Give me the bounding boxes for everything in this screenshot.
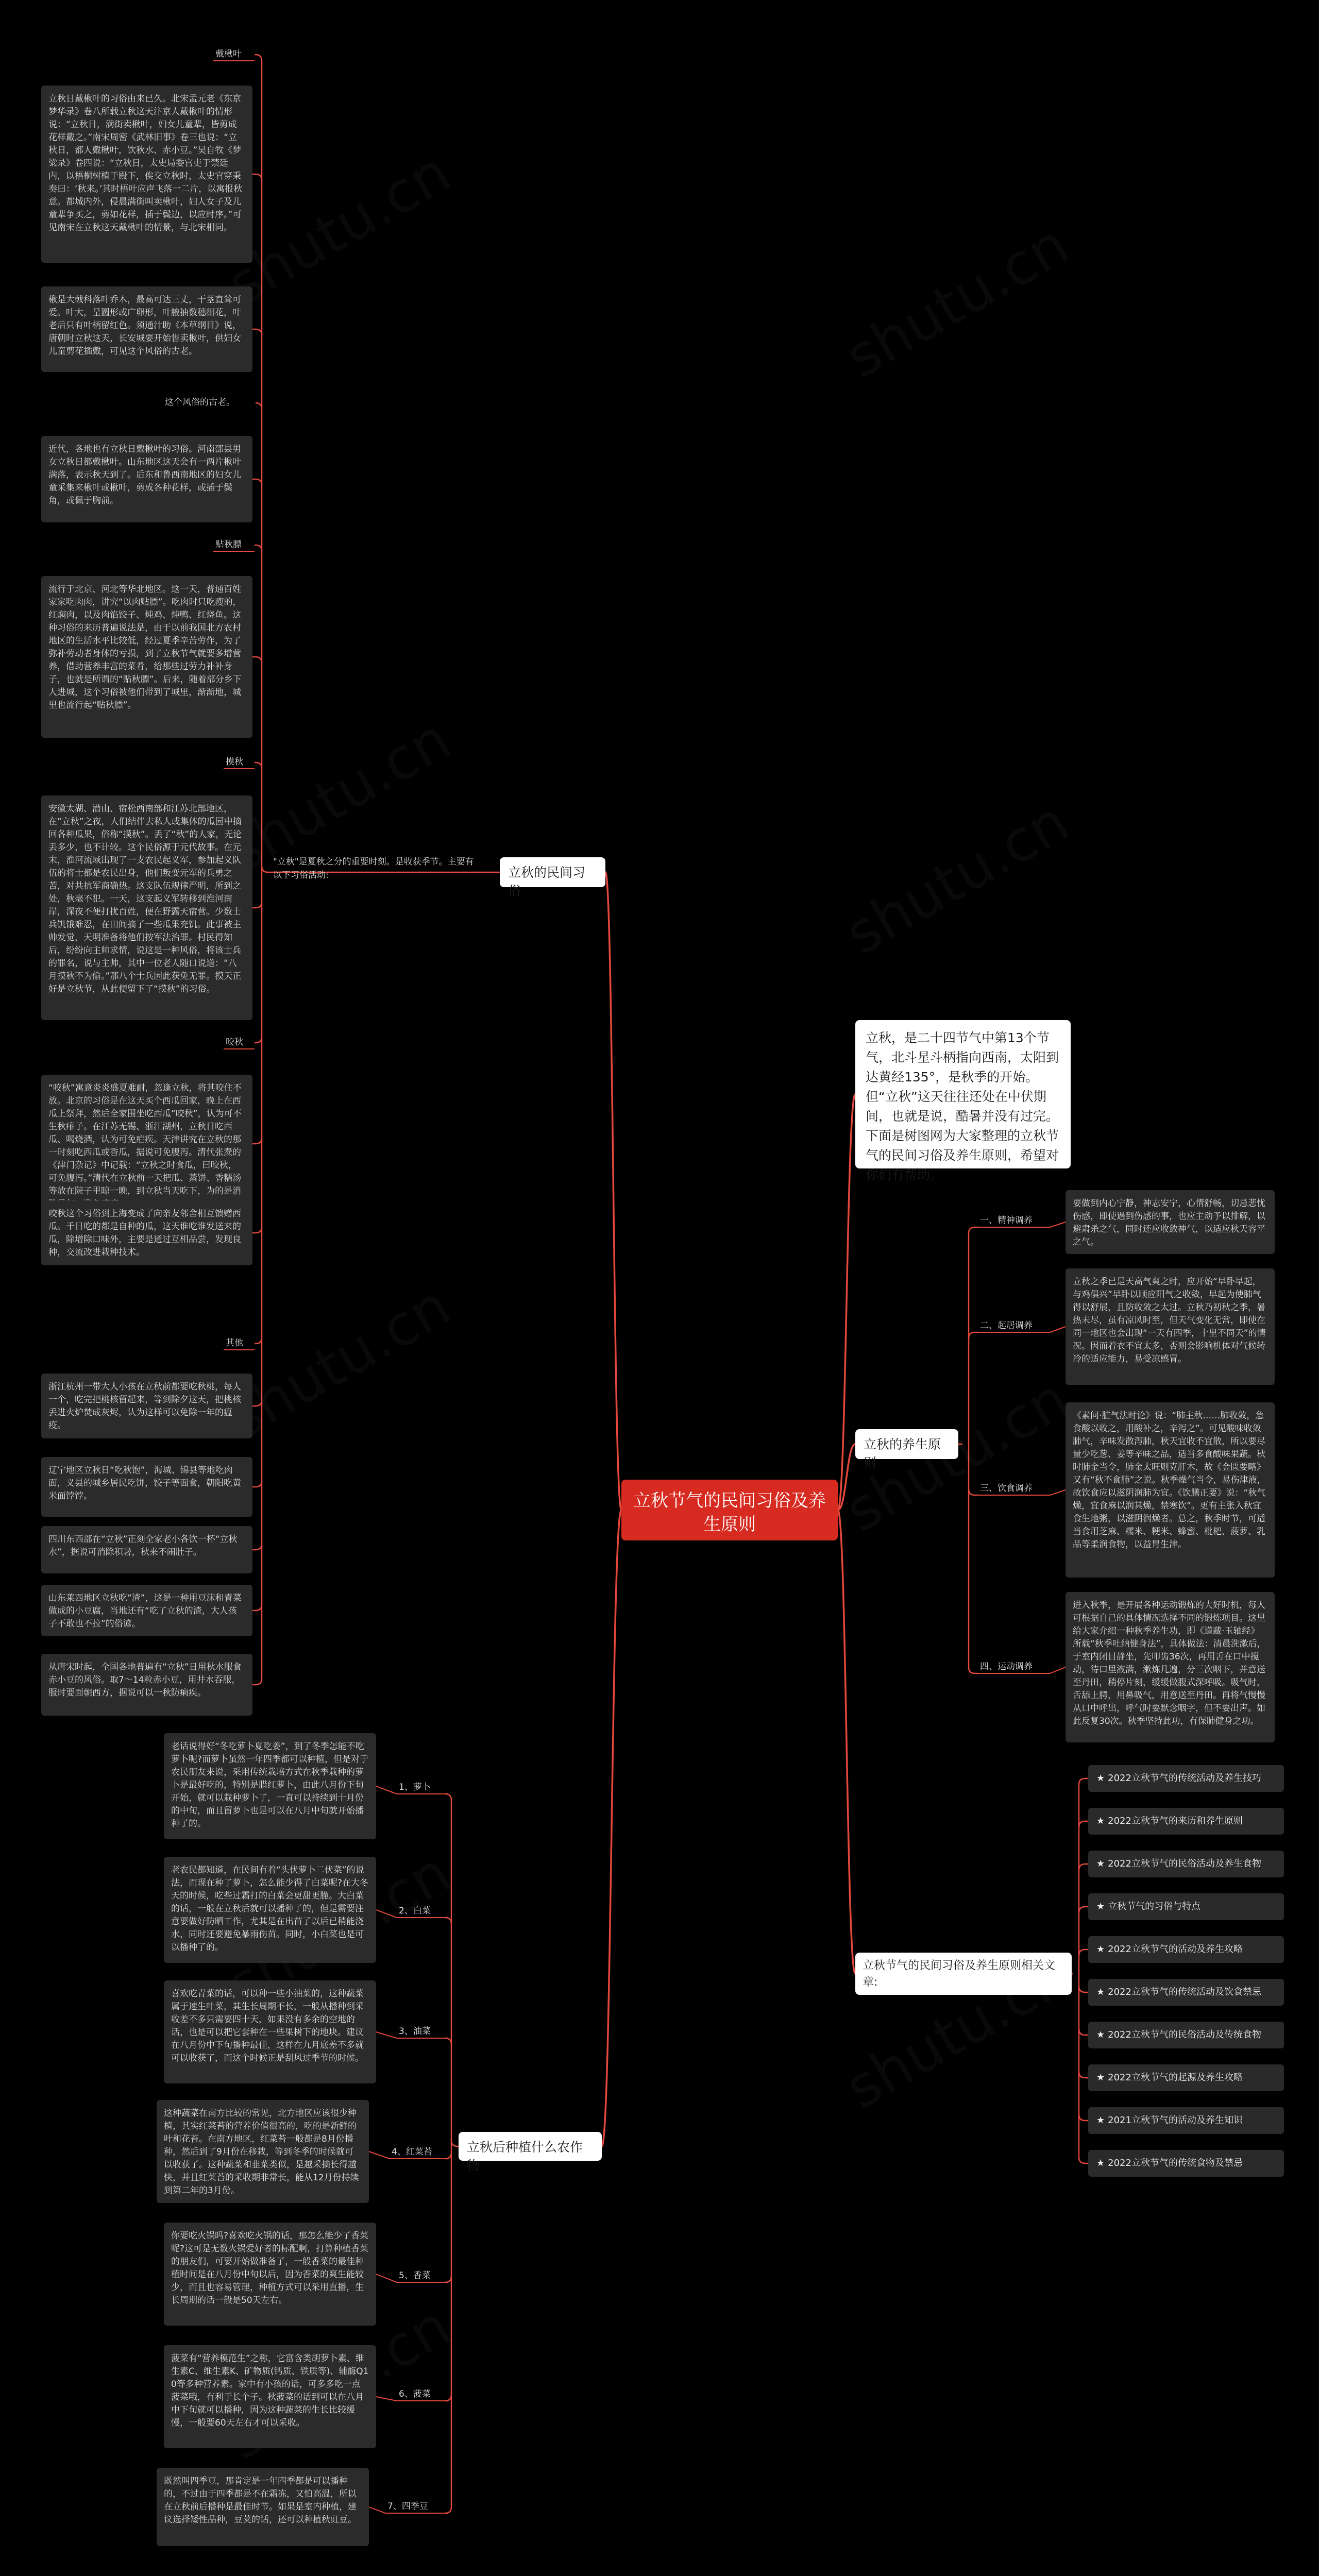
health-tag-2: 三、饮食调养 bbox=[980, 1483, 1033, 1494]
star-icon: ★ bbox=[1096, 1987, 1105, 1997]
connector-line bbox=[1079, 2114, 1088, 2121]
connector-line bbox=[252, 174, 262, 180]
related-article-link[interactable] bbox=[1088, 1808, 1284, 1835]
connector-line bbox=[969, 1667, 978, 1673]
star-icon: ★ bbox=[1096, 1816, 1105, 1826]
related-article-title: 2022立秋节气的民俗活动及传统食物 bbox=[1108, 2029, 1261, 2040]
related-article-title: 2022立秋节气的民俗活动及养生食物 bbox=[1108, 1858, 1261, 1869]
related-article-link[interactable] bbox=[1088, 2022, 1284, 2048]
connector-line bbox=[838, 1510, 855, 1974]
crops-tag-6: 7、四季豆 bbox=[387, 2501, 428, 2512]
crops-leaf-1: 老农民都知道，在民间有着“头伏萝卜二伏菜”的说法，而现在种了萝卜，怎么能少得了白菜呢?在大冬天的时候，吃些过霜打的白菜会更甜更脆。大白菜的话，一般在立秋后就可以播种了的，但是需要注意要做好防晒工作，尤其是在出苗了以后已稍能浇水，同时还要避免暴雨伤苗。同时，小白菜也是可以播种了的。 bbox=[164, 1857, 376, 1963]
related-article-title: 2022立秋节气的传统食物及禁忌 bbox=[1108, 2158, 1243, 2168]
crops-tag-5: 6、菠菜 bbox=[399, 2389, 431, 2399]
customs-leaf-7: 咬秋这个习俗到上海变成了向亲友邻舍相互馈赠西瓜。千日吃的都是自种的瓜，这天谁吃谁发送来的瓜，除增除口味外，主要是通过互相品尝，发现良种，交流改进栽种技术。 bbox=[41, 1200, 252, 1265]
connector-line bbox=[1079, 2157, 1088, 2163]
customs-leaf-5: 安徽太湖、潜山、宿松西南部和江苏北部地区，在“立秋”之夜，人们结伴去私人或集体的瓜园中摘回各种瓜果，俗称“摸秋”。丢了“秋”的人家，无论丢多少，也不计较。这个民俗源于元代故事。在元末，淮河流域出现了一支农民起义军，参加起义队伍的将士都是农民出身，他们叛变元军的兵勇之苦，对共抗军商确热。这支队伍规律严明，所到之处，秋毫不犯。一天，这支起义军转移到淮河南岸，深夜不便打扰百姓，便在野露天宿营。少数士兵饥饿难忍，在田间摘了一些瓜果充饥。此事被主帅发觉，天明准备将他们按军法治罪。村民得知后，纷纷向主帅求情，说这是一种风俗，将该士兵的罪名，说与主帅，其中一位老人随口说道：“八月摸秋不为偷。”那八个士兵因此获免无罪。摸天正好是立秋节，从此便留下了“摸秋”的习俗。 bbox=[41, 795, 252, 1020]
connector-line bbox=[969, 1332, 978, 1338]
connector-line bbox=[451, 2140, 459, 2146]
customs-tag-5: 摸秋 bbox=[226, 757, 243, 767]
connector-line bbox=[252, 329, 262, 335]
health-leaf-2: 《素问·脏气法时论》说：“肺主秋……肺收敛，急食酸以收之，用酸补之，辛泻之”。可见酸味收敛肺气，辛味发散泻肺，秋天宜收不宜散，所以要尽量少吃葱、姜等辛味之品，适当多食酸味果蔬。秋时肺金当令，肺金太旺则克肝木，故《金匮要略》又有“秋不食肺”之说。秋季燥气当令，易伤津液，故饮食应以滋阴润肺为宜。《饮膳正要》说：“秋气燥，宜食麻以润其燥，禁寒饮”。更有主张入秋宜食生地粥，以滋阴润燥者。总之，秋季时节，可适当食用芝麻、糯米、粳米、蜂蜜、枇杷、菠萝、乳品等柔润食物，以益胃生津。 bbox=[1066, 1402, 1275, 1578]
customs-leaf-4: 流行于北京、河北等华北地区。这一天，普通百姓家家吃肉肉，讲究“以肉贴膘”。吃肉时只吃瘦的，红焖肉，以及肉馅饺子、炖鸡、炖鸭、红烧鱼。这种习俗的来历普遍说法是，由于以前我国北方农村地区的生活水平比较低，经过夏季辛苦劳作，为了弥补劳动者身体的亏损，到了立秋节气就要多增营养，借助营养丰富的菜肴，给那些过劳力补补身子，也就是所谓的“贴秋膘”。后来，随着部分乡下人进城，这个习俗被他们带到了城里，渐渐地，城里也流行起“贴秋膘”。 bbox=[41, 576, 252, 738]
customs-leaf-11: 山东莱西地区立秋吃“渣”，这是一种用豆沫和青菜做成的小豆腐，当地还有“吃了立秋的渣，大人孩子不敢也不拉”的俗谚。 bbox=[41, 1585, 252, 1636]
customs-leaf-6: “咬秋”寓意炎炎盛夏难耐，忽逢立秋，将其咬住不放。北京的习俗是在这天买个西瓜回家，晚上在西瓜上祭拜，然后全家围坐吃西瓜“咬秋”，认为可不生秋痱子。在江苏无锡、浙江湖州，立秋日吃西瓜、喝烧酒，认为可免疟疾。天津讲究在立秋的那一时刻吃西瓜或香瓜，据说可免腹泻。清代张焘的《津门杂记》中记载：“立秋之时食瓜，曰咬秋，可免腹泻。”清代在立秋前一天把瓜、蒸饼、香糯汤等放在院子里晾一晚，到立秋当天吃下，为的是消 bbox=[41, 1075, 252, 1213]
health-leaf-0: 要做到内心宁静，神志安宁，心情舒畅，切忌悲忧伤感，即使遇到伤感的事，也应主动予以排解，以避肃杀之气，同时还应收敛神气，以适应秋天容平之气。 bbox=[1066, 1190, 1275, 1254]
connector-line bbox=[605, 872, 621, 1510]
crops-leaf-2: 喜欢吃青菜的话，可以种一些小油菜的，这种蔬菜属于速生叶菜，其生长周期不长，一般从播种到采收差不多只需要四十天，如果没有多余的空地的话，也是可以把它套种在一些果树下的地块。建议在八月份中下旬播种最佳，这样在九月底差不多就可以收获了，而这个时候正是刮风过季节的时候。 bbox=[164, 1980, 376, 2083]
customs-tag-6: 咬秋 bbox=[226, 1037, 243, 1047]
related-article-link[interactable] bbox=[1088, 1979, 1284, 2006]
crops-leaf-5: 菠菜有“营养模范生”之称，它富含类胡萝卜素、维生素C、维生素K、矿物质(钙质、铁质等)、辅酶Q10等多种营养素。家中有小孩的话，可多多吃一点菠菜哦，有利于长个子。秋菠菜的话到可以在八月中下旬就可以播种，因为这种蔬菜的生长比较缓慢，一般要60天左右才可以采收。 bbox=[164, 2345, 376, 2448]
crops-leaf-0: 老话说得好“冬吃萝卜夏吃姜”，到了冬季怎能不吃萝卜呢?而萝卜虽然一年四季都可以种植，但是对于农民朋友来说，采用传统栽培方式在秋季栽种的萝卜是最好吃的，特别是腊红萝卜，由此八月份下旬开始，就可以栽种萝卜了，一直可以持续到十月份的中旬，而且留萝卜也是可以在八月中旬就开始播种了的。 bbox=[164, 1733, 376, 1839]
connector-line bbox=[255, 1037, 262, 1043]
related-article-title: 2022立秋节气的活动及养生攻略 bbox=[1108, 1944, 1243, 1955]
related-article-link[interactable] bbox=[1088, 1936, 1284, 1963]
connector-line bbox=[969, 1227, 978, 1233]
crops-tag-1: 2、白菜 bbox=[399, 1906, 431, 1916]
connector-line bbox=[252, 902, 262, 908]
connector-line bbox=[1079, 1986, 1088, 1992]
related-article-link[interactable] bbox=[1088, 1851, 1284, 1877]
related-article-title: 2022立秋节气的起源及养生攻略 bbox=[1108, 2072, 1243, 2083]
connector-line bbox=[252, 479, 262, 485]
related-article-title: 2021立秋节气的活动及养生知识 bbox=[1108, 2115, 1243, 2126]
related-article-link[interactable] bbox=[1088, 2107, 1284, 2134]
connector-line bbox=[252, 1544, 262, 1550]
health-tag-1: 二、起居调养 bbox=[980, 1320, 1033, 1331]
connector-line bbox=[252, 657, 262, 663]
connector-line bbox=[602, 1510, 621, 2146]
customs-tag-0: 戴楸叶 bbox=[215, 49, 242, 59]
crops-tag-3: 4、红菜苔 bbox=[392, 2147, 432, 2157]
connector-line bbox=[252, 1138, 262, 1144]
health-tag-3: 四、运动调养 bbox=[980, 1662, 1033, 1672]
connector-line bbox=[255, 545, 262, 551]
branch-crops[interactable]: 立秋后种植什么农作物 bbox=[459, 2132, 602, 2161]
star-icon: ★ bbox=[1096, 2029, 1105, 2040]
connector-line bbox=[1079, 2029, 1088, 2035]
connector-line bbox=[255, 55, 262, 61]
health-leaf-3: 进入秋季，是开展各种运动锻炼的大好时机，每人可根据自己的具体情况选择不同的锻炼项目。这里给大家介绍一种秋季养生功，即《道藏·玉轴经》所载“秋季吐纳健身法”，具体做法：清晨洗漱后，于室内闭目静坐，先叩齿36次，再用舌在口中搅动，待口里液满，漱炼几遍，分三次咽下，并意送至丹田，稍停片刻，缓缓做腹式深呼吸。吸气时，舌舔上腭，用鼻吸气，用意送至丹田。再将气慢慢从口中呼出，呼气时要默念咽字，但不要出声。如此反复30次。秋季坚持此功，有保肺健身之功。 bbox=[1066, 1592, 1275, 1742]
star-icon: ★ bbox=[1096, 2158, 1105, 2168]
branch-related[interactable]: 立秋节气的民间习俗及养生原则相关文章: bbox=[855, 1953, 1072, 1995]
related-article-link[interactable] bbox=[1088, 1893, 1284, 1920]
connector-line bbox=[969, 1489, 978, 1495]
customs-leaf-8: 浙江杭州一带大人小孩在立秋前都要吃秋桃，每人一个，吃完把桃核留起来，等到除夕这天，把桃核丢进火炉焚成灰烬，认为这样可以免除一年的瘟疫。 bbox=[41, 1374, 252, 1438]
root-topic[interactable]: 立秋节气的民间习俗及养生原则 bbox=[621, 1480, 838, 1540]
branch-customs[interactable]: 立秋的民间习俗 bbox=[500, 857, 605, 887]
star-icon: ★ bbox=[1096, 1773, 1105, 1784]
related-article-link[interactable] bbox=[1088, 2064, 1284, 2091]
crops-leaf-6: 既然叫四季豆，那肯定是一年四季都是可以播种的，不过由于四季都是不在霜冻，又怕高温，所以在立秋前后播种是最佳时节。如果是室内种植，建议选择矮性品种，豆荚的话，还可以种植秋豇豆。 bbox=[157, 2468, 369, 2546]
related-article-title: 立秋节气的习俗与特点 bbox=[1108, 1901, 1201, 1912]
connector-line bbox=[252, 1604, 262, 1611]
customs-tag-8: 其他 bbox=[226, 1338, 243, 1348]
customs-leaf-9: 辽宁地区立秋日“吃秋饱”，海城、锦县等地吃肉面，义县的城乡居民吃饼，饺子等面食，朝阳吃黄米面饽饽。 bbox=[41, 1457, 252, 1517]
intro-summary[interactable]: 立秋，是二十四节气中第13个节气，北斗星斗柄指向西南，太阳到达黄经135°，是秋季的开始。但“立秋”这天往往还处在中伏期间，也就是说，酷暑并没有过完。下面是树图网为大家整理的立秋节气的民间习俗及养生原则，希望对你们有帮助。 bbox=[855, 1020, 1071, 1168]
customs-leaf-2: 这个风俗的古老。 bbox=[165, 397, 235, 408]
connector-line bbox=[252, 1481, 262, 1487]
connector-line bbox=[255, 762, 262, 769]
connector-line bbox=[1079, 1907, 1088, 1913]
health-tag-0: 一、精神调养 bbox=[980, 1215, 1033, 1226]
star-icon: ★ bbox=[1096, 1901, 1105, 1912]
related-article-link[interactable] bbox=[1088, 2150, 1284, 2177]
crops-leaf-4: 你要吃火锅吗?喜欢吃火锅的话，那怎么能少了香菜呢?这可是无数火锅爱好者的标配啊，打算种植香菜的朋友们，可要开始做准备了，一般香菜的最佳种植时间是在八月份中旬以后，因为香菜的爽生能较少，而且也容易管理，种植方式可以采用直播，生长周期的话一般是50天左右。 bbox=[164, 2223, 376, 2326]
connector-line bbox=[1079, 1778, 1088, 1785]
related-article-title: 2022立秋节气的传统活动及养生技巧 bbox=[1108, 1773, 1261, 1784]
connector-line bbox=[1079, 1950, 1088, 1956]
star-icon: ★ bbox=[1096, 1944, 1105, 1955]
customs-leaf-0: 立秋日戴楸叶的习俗由来已久。北宋孟元老《东京梦华录》卷八所载立秋这天汴京人戴楸叶的情形说：“立秋日，满街卖楸叶，妇女儿童辈，皆剪成花样戴之。”南宋周密《武林旧事》卷三也说：“立秋日，都人戴楸叶，饮秋水、赤小豆。”吴自牧《梦粱录》卷四说：“立秋日，太史局委官吏于禁廷内，以梧桐树植于殿下，俟交立秋时，太史官穿秉奏曰：‘秋来。’其时梧叶应声飞落一二片，以寓报秋意。都城内外，侵晨满街叫卖楸叶，妇人女子及儿童辈争买之，剪如花样，插于鬓边，以应时序。”可见南宋在立秋这天戴楸叶的情景，与北宋相同。 bbox=[41, 86, 252, 263]
customs-leaf-3: 近代，各地也有立秋日戴楸叶的习俗。河南邵县男女立秋日都戴楸叶。山东地区这天会有一两片楸叶满落，表示秋天到了。后东和鲁西南地区的妇女儿童采集来楸叶或楸叶，剪成各种花样，或插于鬓角，或佩于胸前。 bbox=[41, 436, 252, 522]
connector-line bbox=[252, 1679, 262, 1685]
customs-leaf-1: 楸是大戟科落叶乔木，最高可达三丈，干茎直耸可爱。叶大，呈圆形或广卵形，叶腋抽数穗细花，叶老后只有叶柄留红色。须通汁助《本草纲目》说，唐朝时立秋这天，长安城要开始售卖楸叶，供妇女儿童剪花插戴，可见这个风俗的古老。 bbox=[41, 286, 252, 372]
connector-line bbox=[1079, 1821, 1088, 1827]
crops-tag-2: 3、油菜 bbox=[399, 2026, 431, 2037]
connector-line bbox=[1079, 2072, 1088, 2078]
related-article-title: 2022立秋节气的来历和养生原则 bbox=[1108, 1816, 1243, 1826]
connector-line bbox=[252, 1400, 262, 1406]
crops-leaf-3: 这种蔬菜在南方比较的常见，北方地区应该很少种植，其实红菜苔的营养价值很高的，吃的是新鲜的叶和花苔。在南方地区，红菜苔一般都是8月份播种，然后到了9月份在移栽，等到冬季的时候就可以收获了。这种蔬菜和韭菜类似，是越采摘长得越快，并且红菜苔的采收期非常长，能从12月份持续到第二年的3月份。 bbox=[157, 2100, 369, 2203]
related-article-link[interactable] bbox=[1088, 1765, 1284, 1792]
customs-leaf-12: 从唐宋时起，全国各地普遍有“立秋”日用秋水服食赤小豆的风俗。取7～14粒赤小豆，用井水吞服，服时要面朝西方，据说可以一秋防痢疾。 bbox=[41, 1654, 252, 1716]
connector-line bbox=[255, 1337, 262, 1344]
customs-tag-4: 贴秋膘 bbox=[215, 539, 242, 550]
related-article-title: 2022立秋节气的传统活动及饮食禁忌 bbox=[1108, 1987, 1261, 1997]
connector-line bbox=[256, 403, 262, 409]
connector-line bbox=[1079, 1864, 1088, 1870]
customs-intro: "立秋"是夏秋之分的重要时刻。是收获季节。主要有以下习俗活动: bbox=[273, 857, 474, 880]
branch-health[interactable]: 立秋的养生原则 bbox=[855, 1429, 958, 1459]
health-leaf-1: 立秋之季已是天高气爽之时，应开始“早卧早起，与鸡俱兴”早卧以顺应阳气之收敛，早起为使肺气得以舒展，且防收敛之太过。立秋乃初秋之季，暑热未尽，虽有凉风时至，但天气变化无常，即使在同一地区也会出现“一天有四季，十里不同天”的情况。因而着衣不宜太多，否则会影响机体对气候转冷的适应能力，易受凉感冒。 bbox=[1066, 1268, 1275, 1385]
customs-leaf-10: 四川东西部在“立秋”正刻全家老小各饮一杯“立秋水”，据说可消除积暑，秋来不闹肚子。 bbox=[41, 1526, 252, 1573]
crops-tag-0: 1、萝卜 bbox=[399, 1782, 431, 1792]
crops-tag-4: 5、香菜 bbox=[399, 2270, 431, 2281]
star-icon: ★ bbox=[1096, 2072, 1105, 2083]
connector-line bbox=[252, 1227, 262, 1233]
star-icon: ★ bbox=[1096, 2115, 1105, 2126]
star-icon: ★ bbox=[1096, 1858, 1105, 1869]
